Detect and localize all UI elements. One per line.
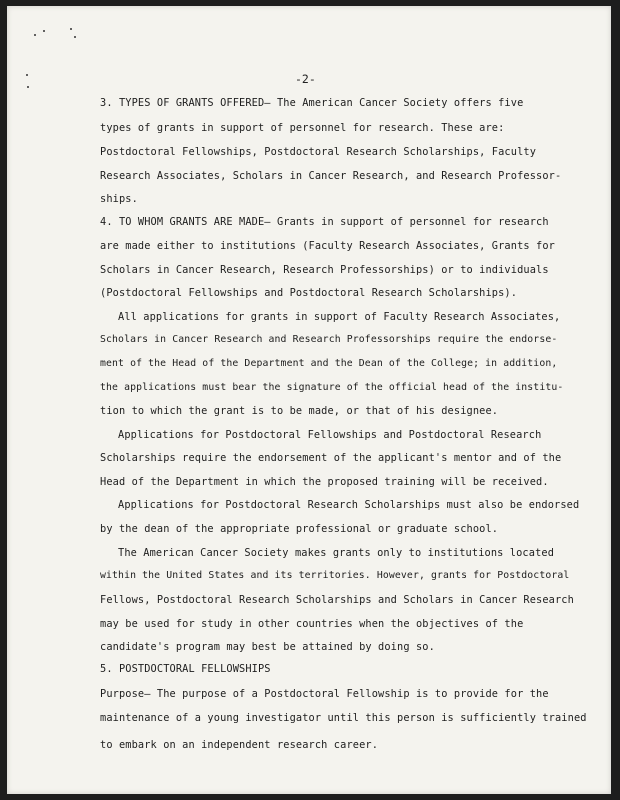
body-line: by the dean of the appropriate professional or graduate school. bbox=[100, 523, 499, 535]
section-3-heading-line: 3. TYPES OF GRANTS OFFERED— The American Cancer Society offers five bbox=[100, 97, 524, 109]
paragraph-first-line: Applications for Postdoctoral Research Scholarships must also be endorsed bbox=[118, 499, 580, 511]
body-line: Research Associates, Scholars in Cancer Research, and Research Professor- bbox=[100, 170, 562, 182]
body-line: within the United States and its territories. However, grants for Postdoctoral bbox=[100, 570, 570, 581]
body-line: candidate's program may best be attained by doing so. bbox=[100, 641, 435, 653]
body-line: (Postdoctoral Fellowships and Postdoctoral Research Scholarships). bbox=[100, 287, 518, 299]
body-line: maintenance of a young investigator until this person is sufficiently trained bbox=[100, 712, 587, 724]
section-5-heading: 5. POSTDOCTORAL FELLOWSHIPS bbox=[100, 663, 271, 675]
body-line: ment of the Head of the Department and the Dean of the College; in addition, bbox=[100, 358, 558, 369]
body-line: Purpose— The purpose of a Postdoctoral Fellowship is to provide for the bbox=[100, 688, 549, 700]
page-number: -2- bbox=[295, 72, 316, 86]
body-line: the applications must bear the signature of the official head of the institu- bbox=[100, 382, 564, 393]
paragraph-first-line: Applications for Postdoctoral Fellowships and Postdoctoral Research bbox=[118, 429, 542, 441]
body-line: Scholars in Cancer Research and Research Professorships require the endorse- bbox=[100, 334, 558, 345]
body-line: Scholars in Cancer Research, Research Professorships) or to individuals bbox=[100, 264, 549, 276]
paragraph-first-line: The American Cancer Society makes grants only to institutions located bbox=[118, 547, 555, 559]
body-line: ships. bbox=[100, 193, 138, 205]
paragraph-first-line: All applications for grants in support of Faculty Research Associates, bbox=[118, 311, 561, 323]
body-line: tion to which the grant is to be made, or that of his designee. bbox=[100, 405, 499, 417]
body-line: Scholarships require the endorsement of the applicant's mentor and of the bbox=[100, 452, 562, 464]
body-line: may be used for study in other countries when the objectives of the bbox=[100, 618, 524, 630]
body-line: Postdoctoral Fellowships, Postdoctoral Research Scholarships, Faculty bbox=[100, 146, 537, 158]
body-line: to embark on an independent research career. bbox=[100, 739, 379, 751]
body-line: Head of the Department in which the proposed training will be received. bbox=[100, 476, 549, 488]
body-line: Fellows, Postdoctoral Research Scholarships and Scholars in Cancer Research bbox=[100, 594, 574, 606]
body-line: are made either to institutions (Faculty Research Associates, Grants for bbox=[100, 240, 555, 252]
section-4-heading-line: 4. TO WHOM GRANTS ARE MADE— Grants in support of personnel for research bbox=[100, 216, 549, 228]
body-line: types of grants in support of personnel for research. These are: bbox=[100, 122, 505, 134]
